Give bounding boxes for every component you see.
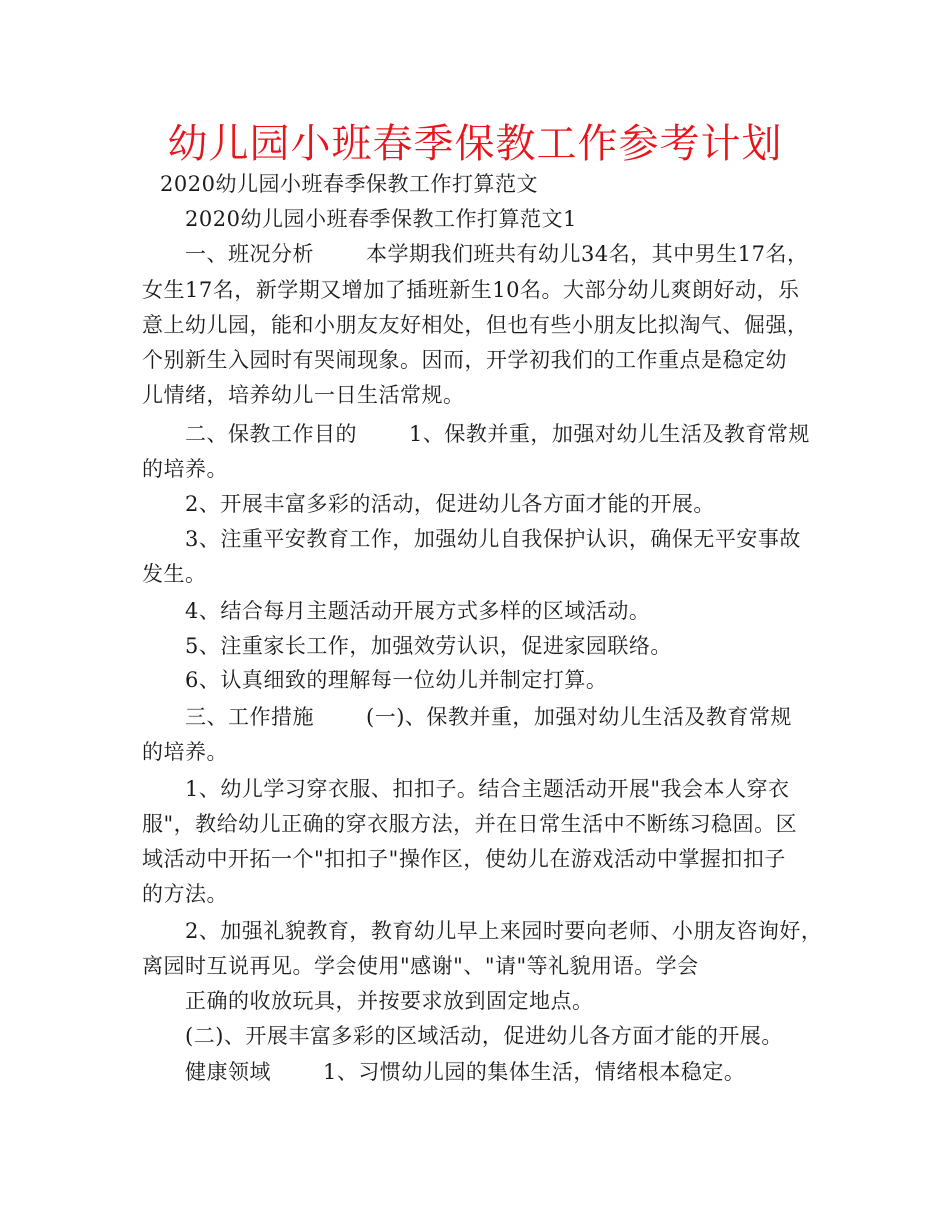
paragraph-line: 个别新生入园时有哭闹现象。因而，开学初我们的工作重点是稳定幼 <box>142 348 787 372</box>
paragraph-line <box>185 240 808 268</box>
paragraph-line: 1、幼儿学习穿衣服、扣扣子。结合主题活动开展"我会本人穿衣 <box>185 777 790 801</box>
paragraph-line <box>185 1058 745 1086</box>
paragraph-line: 域活动中开拓一个"扣扣子"操作区，使幼儿在游戏活动中掌握扣扣子 <box>142 847 786 871</box>
paragraph-line <box>185 703 792 731</box>
paragraph-line: (二)、开展丰富多彩的区域活动，促进幼儿各方面才能的开展。 <box>185 1024 783 1048</box>
paragraph-text: 本学期我们班共有幼儿34名，其中男生17名， <box>366 242 809 266</box>
section-label: 三、工作措施 <box>185 705 314 729</box>
paragraph-line: 的培养。 <box>142 740 228 764</box>
paragraph-line: 5、注重家长工作，加强效劳认识，促进家园联络。 <box>185 634 672 658</box>
section-label: 一、班况分析 <box>185 242 314 266</box>
paragraph-line: 4、结合每月主题活动开展方式多样的区域活动。 <box>185 599 651 623</box>
paragraph-line: 2、开展丰富多彩的活动，促进幼儿各方面才能的开展。 <box>185 492 715 516</box>
section-label: 健康领域 <box>185 1060 271 1084</box>
paragraph-line <box>185 420 810 448</box>
paragraph-text: 1、习惯幼儿园的集体生活，情绪根本稳定。 <box>323 1060 746 1084</box>
paragraph-line: 意上幼儿园，能和小朋友友好相处，但也有些小朋友比拟淘气、倔强， <box>142 313 809 337</box>
paragraph-line: 服"，教给幼儿正确的穿衣服方法，并在日常生活中不断练习稳固。区 <box>142 812 798 836</box>
document-subtitle: 2020幼儿园小班春季保教工作打算范文 <box>160 172 538 196</box>
paragraph-line: 女生17名，新学期又增加了插班新生10名。大部分幼儿爽朗好动，乐 <box>142 278 800 302</box>
paragraph-text: 1、保教并重，加强对幼儿生活及教育常规 <box>409 422 810 446</box>
paragraph-text: (一)、保教并重，加强对幼儿生活及教育常规 <box>366 705 792 729</box>
paragraph-line: 3、注重平安教育工作，加强幼儿自我保护认识，确保无平安事故 <box>185 527 801 551</box>
document-title: 幼儿园小班春季保教工作参考计划 <box>167 121 783 167</box>
section-heading: 2020幼儿园小班春季保教工作打算范文1 <box>185 207 577 231</box>
paragraph-line: 发生。 <box>142 562 207 586</box>
paragraph-line: 的方法。 <box>142 882 228 906</box>
section-label: 二、保教工作目的 <box>185 422 357 446</box>
paragraph-line: 离园时互说再见。学会使用"感谢"、"请"等礼貌用语。学会 <box>142 954 699 978</box>
paragraph-line: 正确的收放玩具，并按要求放到固定地点。 <box>185 989 594 1013</box>
paragraph-line: 6、认真细致的理解每一位幼儿并制定打算。 <box>185 668 608 692</box>
paragraph-line: 2、加强礼貌教育，教育幼儿早上来园时要向老师、小朋友咨询好， <box>185 919 823 943</box>
paragraph-line: 儿情绪，培养幼儿一日生活常规。 <box>142 383 465 407</box>
paragraph-line: 的培养。 <box>142 457 228 481</box>
